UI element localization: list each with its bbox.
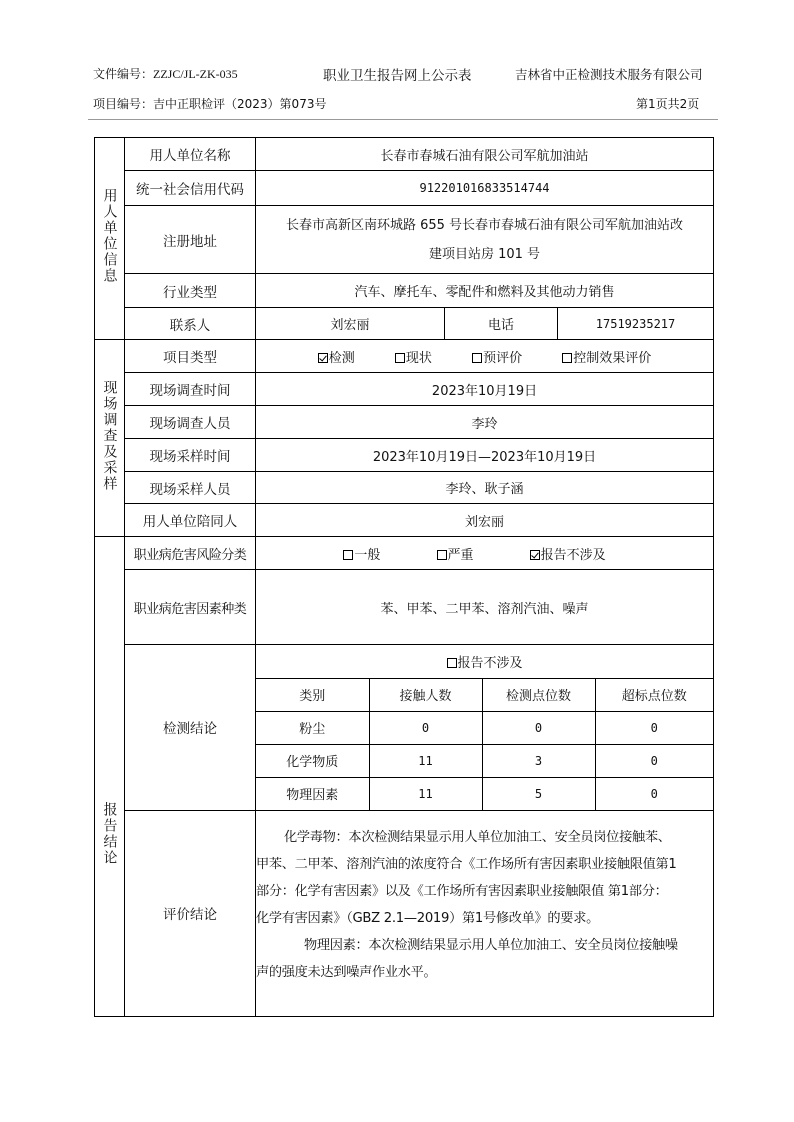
- section-conclusion-label: 报告结论: [101, 801, 118, 866]
- table-cell: 3: [482, 744, 595, 777]
- phone-label: 电话: [445, 308, 558, 340]
- phone-value: 17519235217: [558, 308, 714, 340]
- company-name: 吉林省中正检测技术服务有限公司: [515, 67, 703, 82]
- project-number-value: 吉中正职检评（2023）第073号: [153, 97, 327, 111]
- sampler-label: 现场采样人员: [125, 472, 256, 504]
- disclosure-table: [94, 137, 714, 1017]
- companion-label: 用人单位陪同人: [125, 504, 256, 537]
- detection-conclusion-cell: [256, 645, 714, 811]
- checkbox-icon: [437, 550, 447, 560]
- employer-name-label: 用人单位名称: [125, 138, 256, 171]
- section-survey: [95, 340, 125, 537]
- option-label: 检测: [328, 350, 355, 366]
- project-number: [93, 95, 326, 112]
- table-row: [256, 777, 713, 810]
- employer-name-value: 长春市春城石油有限公司军航加油站: [256, 138, 714, 171]
- evaluation-line: 化学毒物：本次检测结果显示用人单位加油工、安全员岗位接触苯、: [284, 829, 671, 845]
- table-row: [256, 711, 713, 744]
- checkbox-icon: [343, 550, 353, 560]
- section-employer: [95, 138, 125, 340]
- table-cell: 化学物质: [256, 744, 369, 777]
- checkbox-icon: [395, 353, 405, 363]
- evaluation-line: 甲苯、二甲苯、溶剂汽油的浓度符合《工作场所有害因素职业接触限值第1: [256, 856, 677, 872]
- risk-not-applicable[interactable]: [530, 544, 606, 563]
- sampling-time-value: 2023年10月19日—2023年10月19日: [256, 439, 714, 472]
- project-type-options: [256, 340, 714, 373]
- checkbox-checked-icon: [318, 353, 328, 363]
- surveyor-value: 李玲: [256, 406, 714, 439]
- risk-class-label: 职业病危害风险分类: [125, 537, 256, 570]
- sampling-time-label: 现场采样时间: [125, 439, 256, 472]
- table-cell: 0: [482, 711, 595, 744]
- section-conclusion: [95, 537, 125, 1017]
- table-cell: 0: [369, 711, 482, 744]
- column-header: 超标点位数: [595, 678, 713, 711]
- column-header: 类别: [256, 678, 369, 711]
- column-header: 接触人数: [369, 678, 482, 711]
- address-line-1: 长春市高新区南环城路 655 号长春市春城石油有限公司军航加油站改: [285, 217, 684, 233]
- option-label: 报告不涉及: [540, 547, 606, 563]
- option-label: 现状: [405, 350, 432, 366]
- file-number: [93, 65, 238, 82]
- checkbox-icon: [472, 353, 482, 363]
- companion-value: 刘宏丽: [256, 504, 714, 537]
- industry-value: 汽车、摩托车、零配件和燃料及其他动力销售: [256, 274, 714, 308]
- sampler-value: 李玲、耿子涵: [256, 472, 714, 504]
- risk-class-options: [256, 537, 714, 570]
- header-divider: [88, 119, 718, 120]
- detection-table: [256, 645, 713, 810]
- project-type-label: 项目类型: [125, 340, 256, 373]
- option-label: 预评价: [483, 350, 523, 366]
- option-label: 严重: [447, 547, 474, 563]
- table-cell: 物理因素: [256, 777, 369, 810]
- industry-label: 行业类型: [125, 274, 256, 308]
- table-cell: 11: [369, 777, 482, 810]
- file-number-value: ZZJC/JL-ZK-035: [153, 67, 238, 81]
- contact-label: 联系人: [125, 308, 256, 340]
- evaluation-conclusion-label: 评价结论: [125, 810, 256, 1016]
- option-label: 报告不涉及: [457, 655, 523, 671]
- project-number-label: 项目编号：: [93, 97, 154, 111]
- address-label: 注册地址: [125, 206, 256, 274]
- file-number-label: 文件编号：: [93, 67, 154, 81]
- risk-serious[interactable]: [437, 544, 474, 563]
- checkbox-icon: [562, 353, 572, 363]
- table-row: [256, 744, 713, 777]
- address-value: [256, 206, 714, 274]
- page-indicator: 第1页共2页: [636, 97, 700, 111]
- section-employer-label: 用人单位信息: [101, 188, 118, 284]
- surveyor-label: 现场调查人员: [125, 406, 256, 439]
- document-title: 职业卫生报告网上公示表: [323, 68, 472, 84]
- table-cell: 0: [595, 711, 713, 744]
- table-cell: 粉尘: [256, 711, 369, 744]
- option-label: 控制效果评价: [573, 350, 652, 366]
- table-cell: 5: [482, 777, 595, 810]
- credit-code-label: 统一社会信用代码: [125, 171, 256, 206]
- evaluation-line: 化学有害因素》（GBZ 2.1—2019）第1号修改单》的要求。: [256, 910, 599, 926]
- section-survey-label: 现场调查及采样: [101, 379, 118, 492]
- risk-general[interactable]: [343, 544, 380, 563]
- survey-time-value: 2023年10月19日: [256, 373, 714, 406]
- table-cell: 11: [369, 744, 482, 777]
- hazard-factors-value: 苯、甲苯、二甲苯、溶剂汽油、噪声: [256, 570, 714, 645]
- address-line-2: 建项目站房 101 号: [428, 246, 541, 262]
- project-type-status[interactable]: [395, 347, 432, 366]
- evaluation-line: 声的强度未达到噪声作业水平。: [256, 964, 437, 980]
- project-type-pre-evaluation[interactable]: [472, 347, 522, 366]
- project-type-control-evaluation[interactable]: [562, 347, 651, 366]
- column-header: 检测点位数: [482, 678, 595, 711]
- option-label: 一般: [354, 547, 381, 563]
- survey-time-label: 现场调查时间: [125, 373, 256, 406]
- evaluation-line: 部分：化学有害因素》以及《工作场所有害因素职业接触限值 第1部分：: [256, 883, 668, 899]
- project-type-detection[interactable]: [318, 347, 355, 366]
- contact-value: 刘宏丽: [256, 308, 445, 340]
- table-cell: 0: [595, 777, 713, 810]
- checkbox-icon: [447, 658, 457, 668]
- detection-conclusion-label: 检测结论: [125, 645, 256, 811]
- evaluation-line: 物理因素：本次检测结果显示用人单位加油工、安全员岗位接触噪: [304, 937, 678, 953]
- table-cell: 0: [595, 744, 713, 777]
- evaluation-conclusion-value: [256, 810, 714, 1016]
- credit-code-value: 912201016833514744: [256, 171, 714, 206]
- detection-not-applicable[interactable]: [256, 645, 713, 678]
- hazard-factors-label: 职业病危害因素种类: [125, 570, 256, 645]
- checkbox-checked-icon: [530, 550, 540, 560]
